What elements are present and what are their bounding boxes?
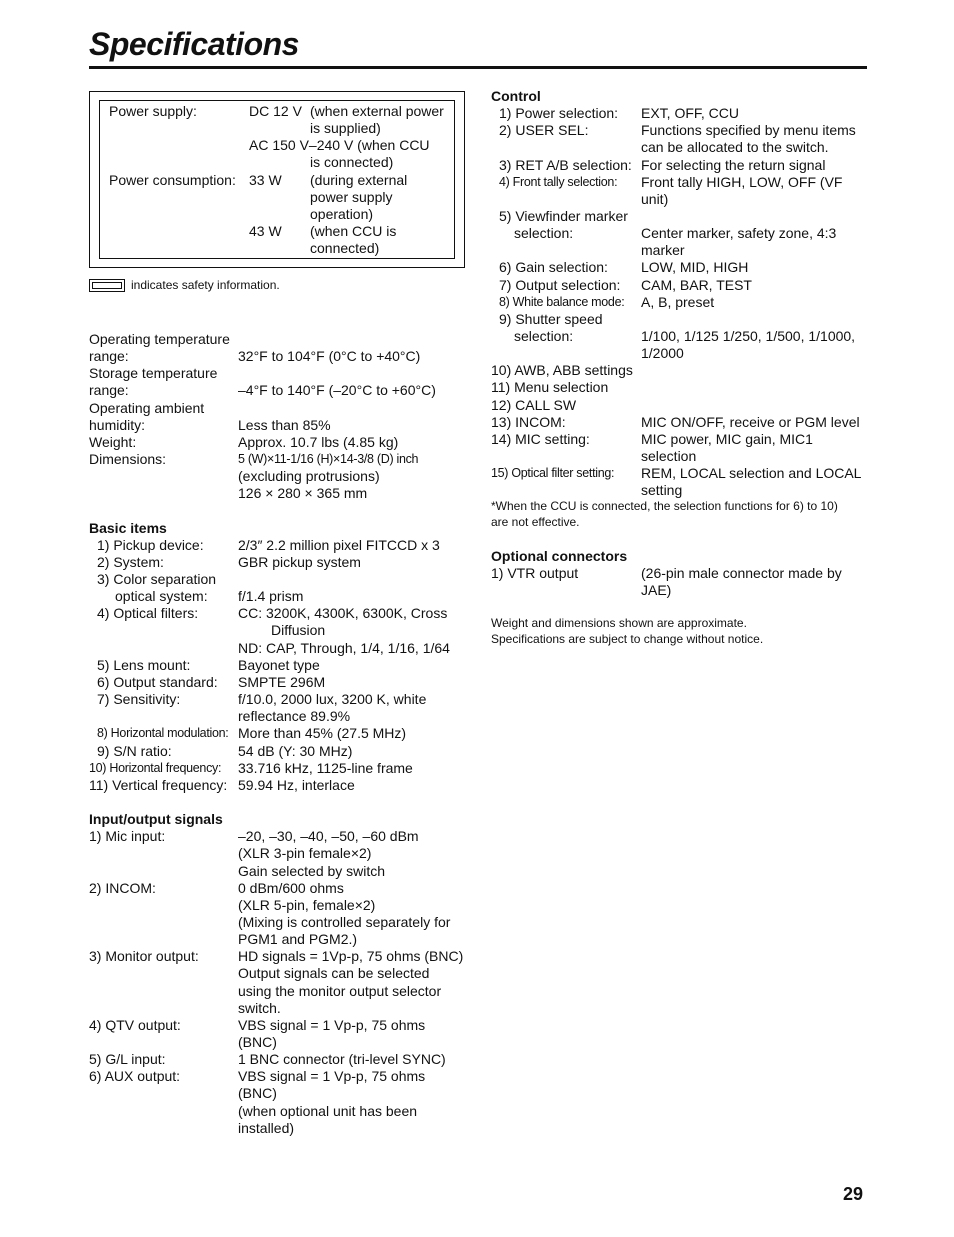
storage-temp-label-1: Storage temperature: [89, 365, 218, 381]
control-item-label: 7) Output selection:: [499, 277, 621, 293]
control-note-2: are not effective.: [491, 515, 580, 529]
io-item-line: HD signals = 1Vp-p, 75 ohms (BNC): [238, 948, 464, 964]
basic-item-label: 2) System:: [97, 554, 164, 570]
io-item-line: Gain selected by switch: [238, 863, 386, 879]
control-item-value: For selecting the return signal: [641, 157, 826, 173]
safety-symbol-icon: [89, 279, 125, 292]
power-supply-ac-note: is connected): [310, 154, 394, 170]
footer-note-1: Weight and dimensions shown are approximate.: [491, 616, 747, 630]
basic-item-value: CC: 3200K, 4300K, 6300K, Cross: [238, 605, 448, 621]
basic-item-value: f/10.0, 2000 lux, 3200 K, white: [238, 691, 427, 707]
io-item-line: VBS signal = 1 Vp-p, 75 ohms: [238, 1017, 426, 1033]
basic-item-label: 7) Sensitivity:: [97, 691, 181, 707]
io-item-label: 2) INCOM:: [89, 880, 156, 896]
basic-item-value: More than 45% (27.5 MHz): [238, 725, 407, 741]
control-item-label: 10) AWB, ABB settings: [491, 362, 633, 378]
control-note-1: *When the CCU is connected, the selection functions for 6) to 10): [491, 499, 838, 513]
optional-connector-value-2: JAE): [641, 582, 672, 598]
basic-item-label: 8) Horizontal modulation:: [97, 726, 229, 740]
safety-note: indicates safety information.: [131, 278, 280, 292]
io-item-line: switch.: [238, 1000, 281, 1016]
control-item-label: 11) Menu selection: [491, 379, 609, 395]
op-temp-label-1: Operating temperature: [89, 331, 230, 347]
control-item-label: 5) Viewfinder marker: [499, 208, 628, 224]
power-consumption-a-note-1: (during external: [310, 172, 408, 188]
control-item-value-cont: unit): [641, 191, 669, 207]
basic-item-value: 54 dB (Y: 30 MHz): [238, 743, 353, 759]
io-item-line: (XLR 5-pin, female×2): [238, 897, 376, 913]
power-consumption-b-note-2: connected): [310, 240, 380, 256]
io-item-line: installed): [238, 1120, 295, 1136]
humidity-label-1: Operating ambient: [89, 400, 205, 416]
control-item-value: REM, LOCAL selection and LOCAL: [641, 465, 862, 481]
dimensions-value-3: 126 × 280 × 365 mm: [238, 485, 368, 501]
control-item-value-cont: selection: [641, 448, 697, 464]
control-item-value: MIC power, MIC gain, MIC1: [641, 431, 813, 447]
power-supply-ac-value: AC 150 V–240 V (when CCU: [249, 137, 430, 153]
basic-item-label: 11) Vertical frequency:: [89, 777, 228, 793]
control-item-label: 1) Power selection:: [499, 105, 619, 121]
io-item-line: PGM1 and PGM2.): [238, 931, 358, 947]
dimensions-value-2: (excluding protrusions): [238, 468, 380, 484]
io-item-line: Output signals can be selected: [238, 965, 430, 981]
humidity-label-2: humidity:: [89, 417, 146, 433]
io-item-label: 4) QTV output:: [89, 1017, 181, 1033]
control-item-label: 14) MIC setting:: [491, 431, 590, 447]
basic-item-label: 3) Color separation: [97, 571, 217, 587]
basic-item-label: 5) Lens mount:: [97, 657, 191, 673]
title-rule: [89, 66, 867, 69]
control-item-label: 2) USER SEL:: [499, 122, 589, 138]
io-item-line: –20, –30, –40, –50, –60 dBm: [238, 828, 419, 844]
dimensions-label: Dimensions:: [89, 451, 167, 467]
basic-item-value: SMPTE 296M: [238, 674, 326, 690]
power-consumption-b-value: 43 W: [249, 223, 282, 239]
control-item-label-cont: selection:: [514, 328, 574, 344]
power-consumption-label: Power consumption:: [109, 172, 236, 188]
io-item-label: 1) Mic input:: [89, 828, 166, 844]
control-heading: Control: [491, 88, 541, 104]
control-item-label: 12) CALL SW: [491, 397, 577, 413]
control-item-label: 13) INCOM:: [491, 414, 566, 430]
basic-item-label: 6) Output standard:: [97, 674, 218, 690]
op-temp-label-2: range:: [89, 348, 129, 364]
power-supply-dc-note-2: is supplied): [310, 120, 381, 136]
power-consumption-a-note-3: operation): [310, 206, 374, 222]
basic-items-heading: Basic items: [89, 520, 167, 536]
humidity-value: Less than 85%: [238, 417, 331, 433]
power-consumption-b-note-1: (when CCU is: [310, 223, 397, 239]
io-item-line: (BNC): [238, 1085, 277, 1101]
control-item-label: 4) Front tally selection:: [499, 175, 618, 189]
control-item-value: CAM, BAR, TEST: [641, 277, 752, 293]
basic-item-label: 9) S/N ratio:: [97, 743, 172, 759]
control-item-value: Functions specified by menu items: [641, 122, 856, 138]
control-item-value: Center marker, safety zone, 4:3: [641, 225, 837, 241]
control-item-value-cont: can be allocated to the switch.: [641, 139, 829, 155]
control-item-label: 3) RET A/B selection:: [499, 157, 632, 173]
control-item-label-cont: selection:: [514, 225, 574, 241]
storage-temp-label-2: range:: [89, 382, 129, 398]
control-item-label: 15) Optical filter setting:: [491, 466, 615, 480]
power-consumption-a-note-2: power supply: [310, 189, 393, 205]
control-item-value-cont: setting: [641, 482, 683, 498]
basic-item-label: 4) Optical filters:: [97, 605, 199, 621]
io-item-line: (XLR 3-pin female×2): [238, 845, 372, 861]
basic-item-value-cont: reflectance 89.9%: [238, 708, 351, 724]
optional-connector-label: 1) VTR output: [491, 565, 579, 581]
dimensions-value-1: 5 (W)×11-1/16 (H)×14-3/8 (D) inch: [238, 452, 419, 466]
io-item-line: (BNC): [238, 1034, 277, 1050]
basic-item-value: 2/3″ 2.2 million pixel FITCCD x 3: [238, 537, 440, 553]
control-item-value-cont: 1/2000: [641, 345, 684, 361]
optional-connector-value-1: (26-pin male connector made by: [641, 565, 842, 581]
control-item-value: Front tally HIGH, LOW, OFF (VF: [641, 174, 843, 190]
io-item-line: 1 BNC connector (tri-level SYNC): [238, 1051, 446, 1067]
power-supply-dc-note-1: (when external power: [310, 103, 444, 119]
basic-item-label: 10) Horizontal frequency:: [89, 761, 222, 775]
io-item-line: 0 dBm/600 ohms: [238, 880, 344, 896]
io-item-line: (when optional unit has been: [238, 1103, 418, 1119]
control-item-value: 1/100, 1/125 1/250, 1/500, 1/1000,: [641, 328, 856, 344]
power-supply-dc-value: DC 12 V: [249, 103, 302, 119]
control-item-value-cont: marker: [641, 242, 685, 258]
control-item-value: A, B, preset: [641, 294, 715, 310]
io-item-line: (Mixing is controlled separately for: [238, 914, 451, 930]
io-item-line: VBS signal = 1 Vp-p, 75 ohms: [238, 1068, 426, 1084]
basic-item-value: 33.716 kHz, 1125-line frame: [238, 760, 413, 776]
page-number: 29: [843, 1184, 864, 1204]
basic-item-value-cont: Diffusion: [271, 622, 326, 638]
optional-connectors-heading: Optional connectors: [491, 548, 628, 564]
io-item-line: using the monitor output selector: [238, 983, 442, 999]
control-item-label: 9) Shutter speed: [499, 311, 603, 327]
basic-item-value: GBR pickup system: [238, 554, 361, 570]
op-temp-value: 32°F to 104°F (0°C to +40°C): [238, 348, 421, 364]
basic-item-value: f/1.4 prism: [238, 588, 304, 604]
control-item-label: 8) White balance mode:: [499, 295, 625, 309]
io-item-label: 3) Monitor output:: [89, 948, 199, 964]
io-item-label: 6) AUX output:: [89, 1068, 181, 1084]
control-item-label: 6) Gain selection:: [499, 259, 608, 275]
control-item-value: MIC ON/OFF, receive or PGM level: [641, 414, 860, 430]
control-item-value: LOW, MID, HIGH: [641, 259, 749, 275]
page-title: Specifications: [89, 26, 299, 62]
weight-value: Approx. 10.7 lbs (4.85 kg): [238, 434, 399, 450]
basic-item-value-cont: ND: CAP, Through, 1/4, 1/16, 1/64: [238, 640, 450, 656]
basic-item-value: 59.94 Hz, interlace: [238, 777, 355, 793]
control-item-value: EXT, OFF, CCU: [641, 105, 740, 121]
basic-item-label-cont: optical system:: [115, 588, 208, 604]
footer-note-2: Specifications are subject to change without notice.: [491, 632, 764, 646]
weight-label: Weight:: [89, 434, 137, 450]
power-supply-label: Power supply:: [109, 103, 197, 119]
storage-temp-value: –4°F to 140°F (–20°C to +60°C): [238, 382, 436, 398]
basic-item-value: Bayonet type: [238, 657, 320, 673]
io-signals-heading: Input/output signals: [89, 811, 223, 827]
basic-item-label: 1) Pickup device:: [97, 537, 204, 553]
io-item-label: 5) G/L input:: [89, 1051, 166, 1067]
power-consumption-a-value: 33 W: [249, 172, 282, 188]
